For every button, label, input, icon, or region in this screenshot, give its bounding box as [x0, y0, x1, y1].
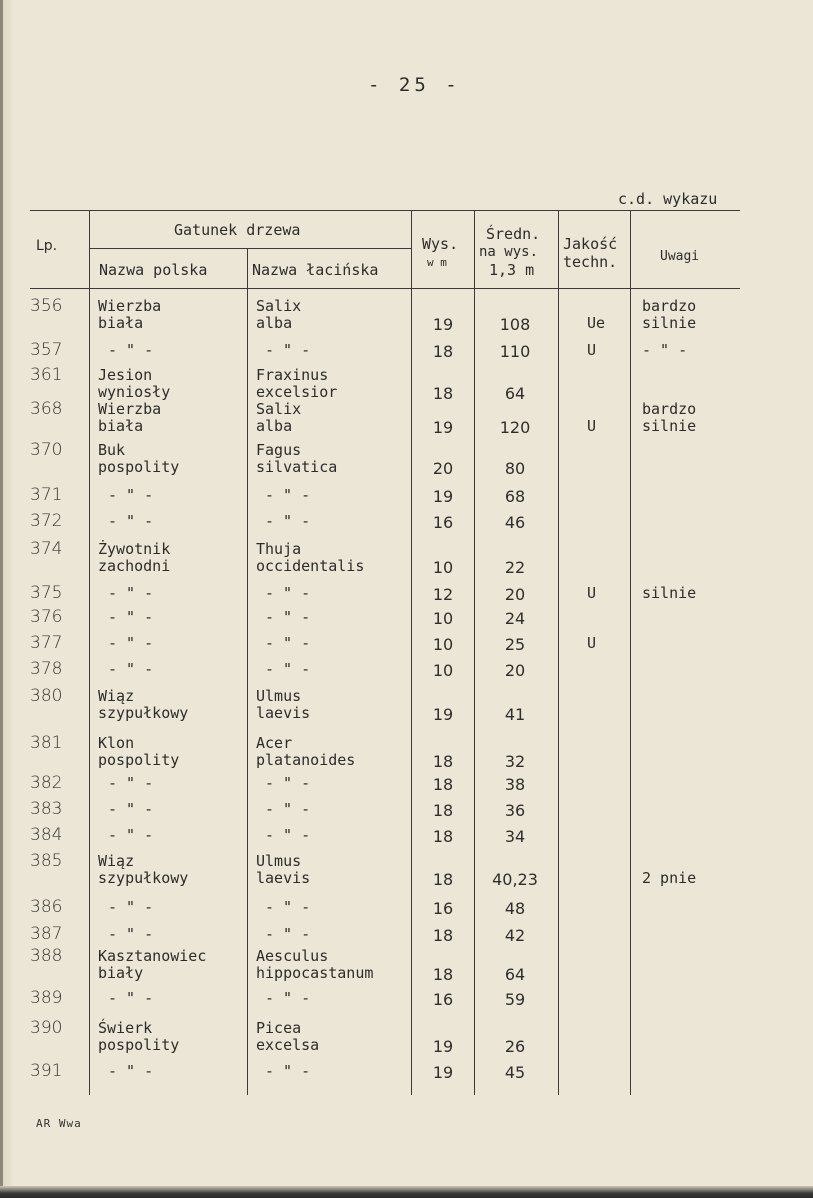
col-divider-lp: [89, 210, 90, 1095]
row-name-pl: biała: [98, 314, 144, 332]
row-name-lat: Fraxinus: [256, 366, 329, 384]
row-diameter: 40,23: [492, 870, 538, 889]
row-name-lat: excelsa: [256, 1036, 320, 1054]
row-height: 16: [432, 899, 454, 918]
row-height: 18: [432, 752, 454, 771]
row-diameter: 68: [504, 487, 526, 506]
row-height: 16: [432, 513, 454, 532]
header-species-group: Gatunek drzewa: [174, 221, 301, 239]
row-lp: 374: [30, 539, 63, 559]
row-diameter: 42: [504, 926, 526, 945]
row-name-pl: pospolity: [98, 458, 180, 476]
continuation-note: c.d. wykazu: [618, 190, 718, 208]
row-name-pl: pospolity: [98, 751, 180, 769]
row-lp: 385: [30, 851, 63, 871]
row-height: 18: [432, 965, 454, 984]
row-quality: U: [587, 341, 597, 359]
row-name-pl: biała: [98, 417, 144, 435]
row-remarks: silnie: [642, 314, 697, 332]
row-ditto-lat: - " -: [265, 800, 311, 818]
row-diameter: 38: [504, 775, 526, 794]
row-name-pl: Wierzba: [98, 297, 162, 315]
row-diameter: 25: [504, 635, 526, 654]
row-height: 18: [432, 870, 454, 889]
row-diameter: 46: [504, 513, 526, 532]
row-lp: 372: [30, 511, 63, 531]
header-bottom-rule: [30, 288, 740, 289]
header-lp: Lp.: [36, 238, 58, 254]
row-height: 19: [432, 418, 454, 437]
row-name-lat: platanoides: [256, 751, 356, 769]
row-diameter: 110: [499, 342, 531, 361]
row-name-pl: Wiąz: [98, 852, 135, 870]
row-ditto-pl: - " -: [108, 634, 154, 652]
row-lp: 382: [30, 773, 63, 793]
row-lp: 377: [30, 633, 63, 653]
page-number: - 25 -: [368, 74, 461, 96]
row-quality: Ue: [587, 314, 606, 332]
row-name-lat: excelsior: [256, 383, 338, 401]
row-diameter: 120: [499, 418, 531, 437]
row-diameter: 32: [504, 752, 526, 771]
row-ditto-pl: - " -: [108, 774, 154, 792]
row-ditto-lat: - " -: [265, 634, 311, 652]
row-lp: 378: [30, 659, 63, 679]
col-divider-pl: [247, 248, 248, 1095]
header-height-l1: Wys.: [422, 235, 459, 253]
row-height: 18: [432, 775, 454, 794]
row-height: 10: [432, 661, 454, 680]
row-lp: 391: [30, 1061, 63, 1081]
page-binding-edge: [0, 0, 3, 1198]
row-lp: 370: [30, 440, 63, 460]
row-height: 19: [432, 1063, 454, 1082]
header-diam-l3: 1,3 m: [489, 261, 535, 279]
table-top-rule: [30, 210, 740, 211]
row-ditto-lat: - " -: [265, 512, 311, 530]
row-diameter: 45: [504, 1063, 526, 1082]
row-name-lat: Salix: [256, 297, 302, 315]
header-name-pl: Nazwa polska: [99, 261, 208, 279]
row-name-lat: hippocastanum: [256, 964, 374, 982]
row-name-lat: alba: [256, 314, 293, 332]
header-diam-l1: Średn.: [486, 225, 541, 243]
row-diameter: 59: [504, 990, 526, 1009]
row-lp: 390: [30, 1018, 63, 1038]
row-ditto-pl: - " -: [108, 989, 154, 1007]
row-height: 19: [432, 487, 454, 506]
row-height: 19: [432, 315, 454, 334]
header-quality-l1: Jakość: [563, 235, 618, 253]
row-ditto-lat: - " -: [265, 774, 311, 792]
row-diameter: 20: [504, 661, 526, 680]
row-ditto-pl: - " -: [108, 660, 154, 678]
row-diameter: 22: [504, 558, 526, 577]
row-ditto-pl: - " -: [108, 608, 154, 626]
row-height: 20: [432, 459, 454, 478]
col-divider-lat: [411, 210, 412, 1095]
row-name-pl: pospolity: [98, 1036, 180, 1054]
row-name-pl: Buk: [98, 441, 126, 459]
row-diameter: 80: [504, 459, 526, 478]
row-diameter: 20: [504, 585, 526, 604]
row-lp: 375: [30, 583, 63, 603]
col-divider-diam: [558, 210, 559, 1095]
row-ditto-lat: - " -: [265, 341, 311, 359]
header-quality-l2: techn.: [563, 253, 618, 271]
row-name-lat: Acer: [256, 734, 293, 752]
row-name-pl: Kasztanowiec: [98, 947, 207, 965]
col-divider-height: [474, 210, 475, 1095]
row-ditto-lat: - " -: [265, 584, 311, 602]
row-name-pl: szypułkowy: [98, 869, 189, 887]
row-lp: 387: [30, 924, 63, 944]
row-lp: 388: [30, 946, 63, 966]
row-quality: U: [587, 634, 597, 652]
row-remarks: silnie: [642, 584, 697, 602]
row-diameter: 26: [504, 1037, 526, 1056]
row-quality: U: [587, 584, 597, 602]
col-divider-quality: [630, 210, 631, 1095]
row-ditto-pl: - " -: [108, 584, 154, 602]
row-ditto-pl: - " -: [108, 341, 154, 359]
row-height: 18: [432, 342, 454, 361]
row-height: 10: [432, 558, 454, 577]
row-quality: U: [587, 417, 597, 435]
header-height-l2: w m: [427, 256, 447, 269]
row-remarks: silnie: [642, 417, 697, 435]
row-lp: 381: [30, 733, 63, 753]
row-lp: 389: [30, 988, 63, 1008]
row-height: 18: [432, 801, 454, 820]
header-remarks: Uwagi: [660, 249, 700, 264]
row-ditto-lat: - " -: [265, 925, 311, 943]
row-ditto-lat: - " -: [265, 826, 311, 844]
page-bottom-edge: [0, 1186, 813, 1198]
row-ditto-lat: - " -: [265, 989, 311, 1007]
row-lp: 356: [30, 296, 63, 316]
row-lp: 361: [30, 365, 63, 385]
row-name-pl: zachodni: [98, 557, 171, 575]
row-name-lat: Fagus: [256, 441, 302, 459]
row-name-lat: Ulmus: [256, 852, 302, 870]
row-remarks: 2 pnie: [642, 869, 697, 887]
row-ditto-lat: - " -: [265, 486, 311, 504]
header-diam-l2: na wys.: [479, 244, 539, 260]
row-name-lat: Picea: [256, 1019, 302, 1037]
row-height: 12: [432, 585, 454, 604]
row-height: 18: [432, 384, 454, 403]
row-height: 19: [432, 705, 454, 724]
row-name-pl: Klon: [98, 734, 135, 752]
row-diameter: 34: [504, 827, 526, 846]
row-diameter: 41: [504, 705, 526, 724]
row-lp: 383: [30, 799, 63, 819]
row-height: 16: [432, 990, 454, 1009]
row-ditto-lat: - " -: [265, 898, 311, 916]
row-diameter: 24: [504, 609, 526, 628]
row-ditto-pl: - " -: [108, 826, 154, 844]
group-sub-rule: [89, 248, 411, 249]
archive-stamp: AR Wwa: [36, 1117, 82, 1130]
row-ditto-lat: - " -: [265, 608, 311, 626]
row-diameter: 64: [504, 384, 526, 403]
header-name-lat: Nazwa łacińska: [252, 261, 379, 279]
row-ditto-pl: - " -: [108, 486, 154, 504]
row-remarks: bardzo: [642, 400, 697, 418]
row-diameter: 36: [504, 801, 526, 820]
row-remarks: bardzo: [642, 297, 697, 315]
row-ditto-pl: - " -: [108, 512, 154, 530]
row-name-lat: laevis: [256, 704, 311, 722]
row-name-lat: Salix: [256, 400, 302, 418]
row-ditto-pl: - " -: [108, 898, 154, 916]
row-lp: 386: [30, 897, 63, 917]
row-name-lat: occidentalis: [256, 557, 365, 575]
row-height: 10: [432, 635, 454, 654]
row-height: 19: [432, 1037, 454, 1056]
row-name-pl: szypułkowy: [98, 704, 189, 722]
row-name-pl: Świerk: [98, 1019, 153, 1037]
row-ditto-lat: - " -: [265, 1062, 311, 1080]
row-name-lat: laevis: [256, 869, 311, 887]
row-ditto-pl: - " -: [108, 1062, 154, 1080]
row-name-pl: Wierzba: [98, 400, 162, 418]
row-ditto-pl: - " -: [108, 925, 154, 943]
row-name-pl: wyniosły: [98, 383, 171, 401]
row-lp: 384: [30, 825, 63, 845]
row-name-lat: silvatica: [256, 458, 338, 476]
row-name-lat: Aesculus: [256, 947, 329, 965]
row-ditto-pl: - " -: [108, 800, 154, 818]
row-name-pl: Wiąz: [98, 687, 135, 705]
row-lp: 380: [30, 686, 63, 706]
row-diameter: 48: [504, 899, 526, 918]
row-height: 18: [432, 926, 454, 945]
row-diameter: 108: [499, 315, 531, 334]
row-remarks: - " -: [642, 341, 688, 359]
row-name-lat: Thuja: [256, 540, 302, 558]
row-height: 18: [432, 827, 454, 846]
row-lp: 368: [30, 399, 63, 419]
row-diameter: 64: [504, 965, 526, 984]
row-name-pl: biały: [98, 964, 144, 982]
row-lp: 357: [30, 340, 63, 360]
row-name-pl: Żywotnik: [98, 540, 171, 558]
row-lp: 371: [30, 485, 63, 505]
row-name-pl: Jesion: [98, 366, 153, 384]
row-lp: 376: [30, 607, 63, 627]
row-name-lat: Ulmus: [256, 687, 302, 705]
row-name-lat: alba: [256, 417, 293, 435]
row-ditto-lat: - " -: [265, 660, 311, 678]
row-height: 10: [432, 609, 454, 628]
